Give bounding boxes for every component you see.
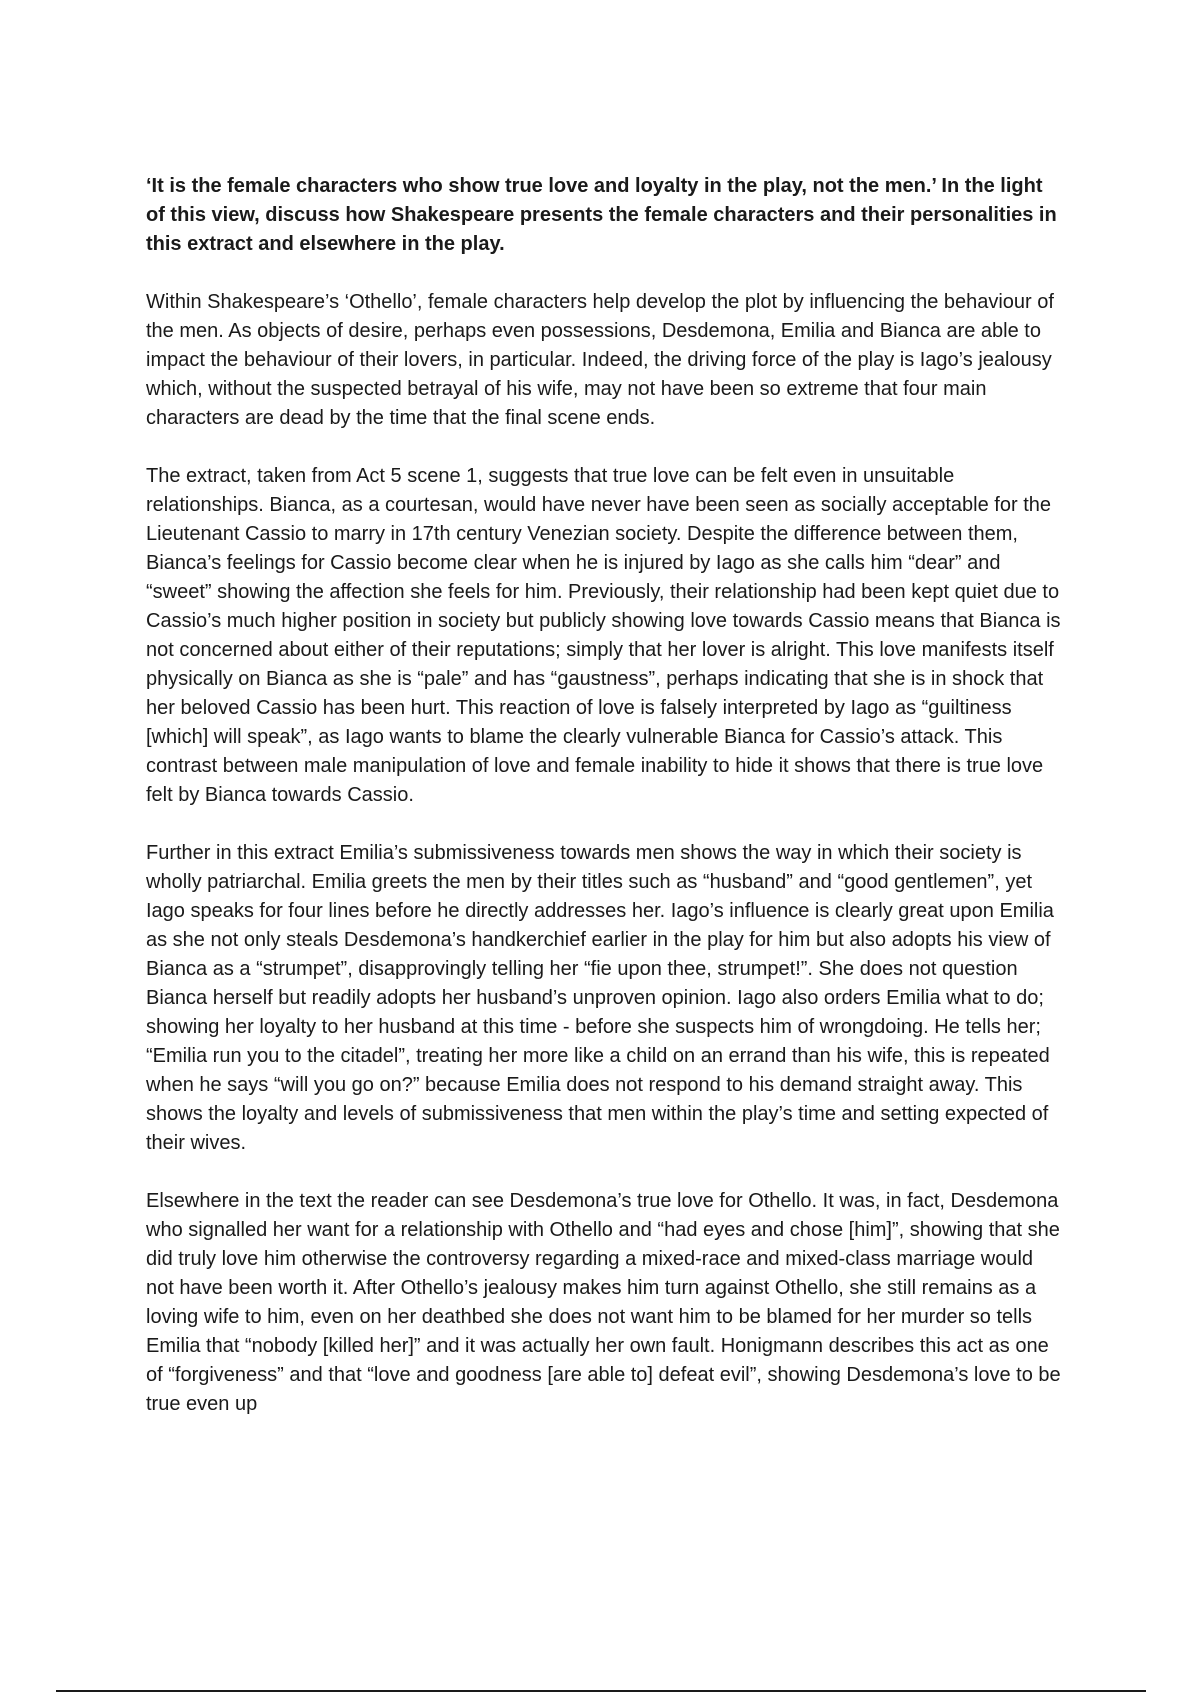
essay-paragraph-4: Elsewhere in the text the reader can see Desdemona’s true love for Othello. It was, in fact, Desdemona who signalled her want for a relationship with Othello and “had eyes and chose [him]”, showing that she did truly love him otherwise the controversy regarding a mixed-race and mixed-class marriage would not have been worth it. After Othello’s jealousy makes him turn against Othello, she still remains as a loving wife to him, even on her deathbed she does not want him to be blamed for her murder so tells Emilia that “nobody [killed her]” and it was actually her own fault. Honigmann describes this act as one of “forgiveness” and that “love and goodness [are able to] defeat evil”, showing Desdemona’s love to be true even up: [146, 1190, 1061, 1415]
essay-question: ‘It is the female characters who show true love and loyalty in the play, not the men.’ In the light of this view, discuss how Shakespeare presents the female characters and their personalities in this extract and elsewhere in the play.: [146, 175, 1057, 255]
page-bottom-divider: [56, 1690, 1146, 1692]
essay-paragraph-1: Within Shakespeare’s ‘Othello’, female characters help develop the plot by influencing the behaviour of the men. As objects of desire, perhaps even possessions, Desdemona, Emilia and Bianca are able to impact the behaviour of their lovers, in particular. Indeed, the driving force of the play is Iago’s jealousy which, without the suspected betrayal of his wife, may not have been so extreme that four main characters are dead by the time that the final scene ends.: [146, 291, 1054, 429]
document-body: [146, 172, 1064, 1448]
essay-paragraph-2: The extract, taken from Act 5 scene 1, suggests that true love can be felt even in unsuitable relationships. Bianca, as a courtesan, would have never have been seen as socially acceptable for the Lieutenant Cassio to marry in 17th century Venezian society. Despite the difference between them, Bianca’s feelings for Cassio become clear when he is injured by Iago as she calls him “dear” and “sweet” showing the affection she feels for him. Previously, their relationship had been kept quiet due to Cassio’s much higher position in society but publicly showing love towards Cassio means that Bianca is not concerned about either of their reputations; simply that her lover is alright. This love manifests itself physically on Bianca as she is “pale” and has “gaustness”, perhaps indicating that she is in shock that her beloved Cassio has been hurt. This reaction of love is falsely interpreted by Iago as “guiltiness [which] will speak”, as Iago wants to blame the clearly vulnerable Bianca for Cassio’s attack. This contrast between male manipulation of love and female inability to hide it shows that there is true love felt by Bianca towards Cassio.: [146, 465, 1061, 806]
essay-paragraph-3: Further in this extract Emilia’s submissiveness towards men shows the way in which their society is wholly patriarchal. Emilia greets the men by their titles such as “husband” and “good gentlemen”, yet Iago speaks for four lines before he directly addresses her. Iago’s influence is clearly great upon Emilia as she not only steals Desdemona’s handkerchief earlier in the play for him but also adopts his view of Bianca as a “strumpet”, disapprovingly telling her “fie upon thee, strumpet!”. She does not question Bianca herself but readily adopts her husband’s unproven opinion. Iago also orders Emilia what to do; showing her loyalty to her husband at this time - before she suspects him of wrongdoing. He tells her; “Emilia run you to the citadel”, treating her more like a child on an errand than his wife, this is repeated when he says “will you go on?” because Emilia does not respond to his demand straight away. This shows the loyalty and levels of submissiveness that men within the play’s time and setting expected of their wives.: [146, 842, 1054, 1154]
